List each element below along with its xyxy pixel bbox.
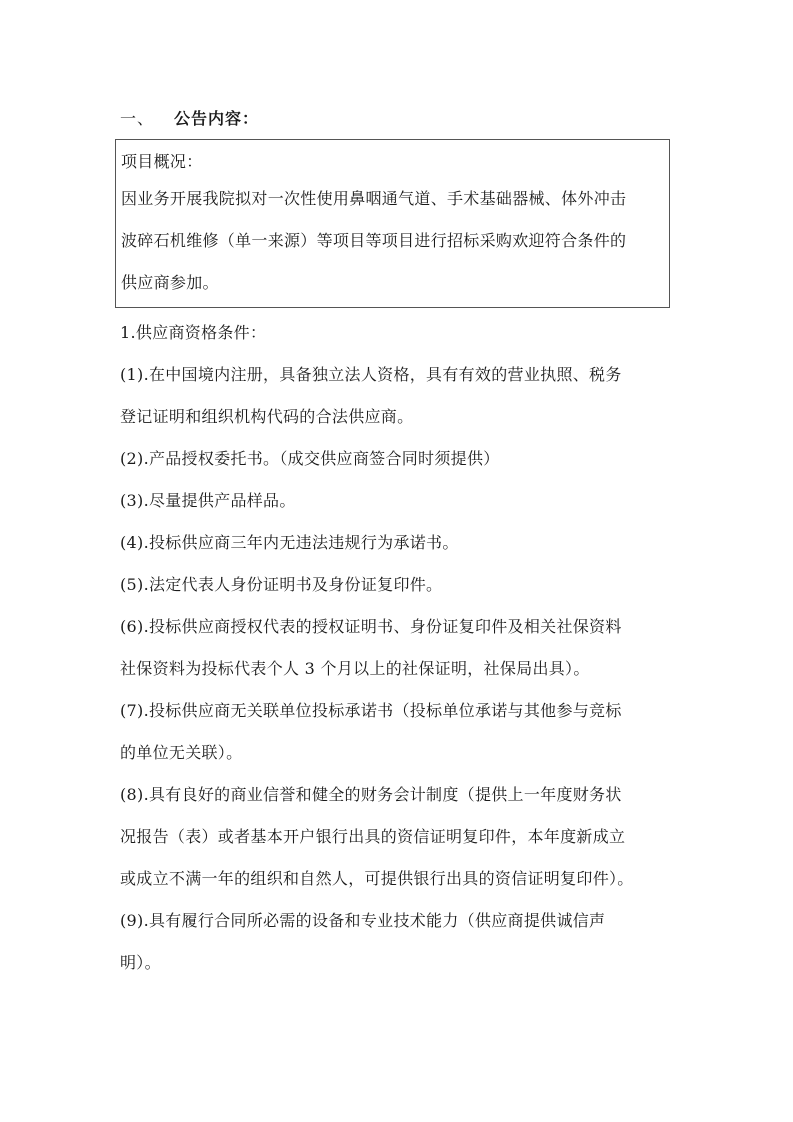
requirement-line: (4).投标供应商三年内无违法违规行为承诺书。 bbox=[120, 533, 459, 552]
requirement-line: 或成立不满一年的组织和自然人，可提供银行出具的资信证明复印件）。 bbox=[120, 869, 634, 888]
section-number: 一、 bbox=[120, 109, 155, 128]
project-overview-box bbox=[115, 139, 670, 308]
requirement-line: 明）。 bbox=[120, 953, 161, 972]
requirement-line: 登记证明和组织机构代码的合法供应商。 bbox=[120, 407, 414, 426]
overview-label: 项目概况： bbox=[121, 152, 203, 171]
section-heading bbox=[120, 106, 259, 129]
requirement-line: (3).尽量提供产品样品。 bbox=[120, 491, 296, 510]
requirement-line: 况报告（表）或者基本开户银行出具的资信证明复印件，本年度新成立 bbox=[120, 827, 626, 846]
requirement-line: (1).在中国境内注册，具备独立法人资格，具有有效的营业执照、税务 bbox=[120, 365, 622, 384]
requirement-line: 的单位无关联）。 bbox=[120, 743, 243, 762]
requirement-line: 社保资料为投标代表个人 3 个月以上的社保证明，社保局出具）。 bbox=[120, 659, 590, 678]
requirement-line: (6).投标供应商授权代表的授权证明书、身份证复印件及相关社保资料 bbox=[120, 617, 622, 636]
requirement-line: (5).法定代表人身份证明书及身份证复印件。 bbox=[120, 575, 443, 594]
overview-line: 波碎石机维修（单一来源）等项目等项目进行招标采购欢迎符合条件的 bbox=[121, 231, 627, 250]
supplier-requirements bbox=[120, 312, 680, 984]
overview-line: 因业务开展我院拟对一次性使用鼻咽通气道、手术基础器械、体外冲击 bbox=[121, 189, 627, 208]
overview-line: 供应商参加。 bbox=[121, 273, 219, 292]
requirement-line: (9).具有履行合同所必需的设备和专业技术能力（供应商提供诚信声 bbox=[120, 911, 606, 930]
requirement-line: (2).产品授权委托书。（成交供应商签合同时须提供） bbox=[120, 449, 500, 468]
requirement-line: (8).具有良好的商业信誉和健全的财务会计制度（提供上一年度财务状 bbox=[120, 785, 622, 804]
requirement-line: (7).投标供应商无关联单位投标承诺书（投标单位承诺与其他参与竞标 bbox=[120, 701, 622, 720]
requirements-title: 1.供应商资格条件： bbox=[120, 323, 267, 342]
section-title: 公告内容： bbox=[174, 109, 260, 128]
